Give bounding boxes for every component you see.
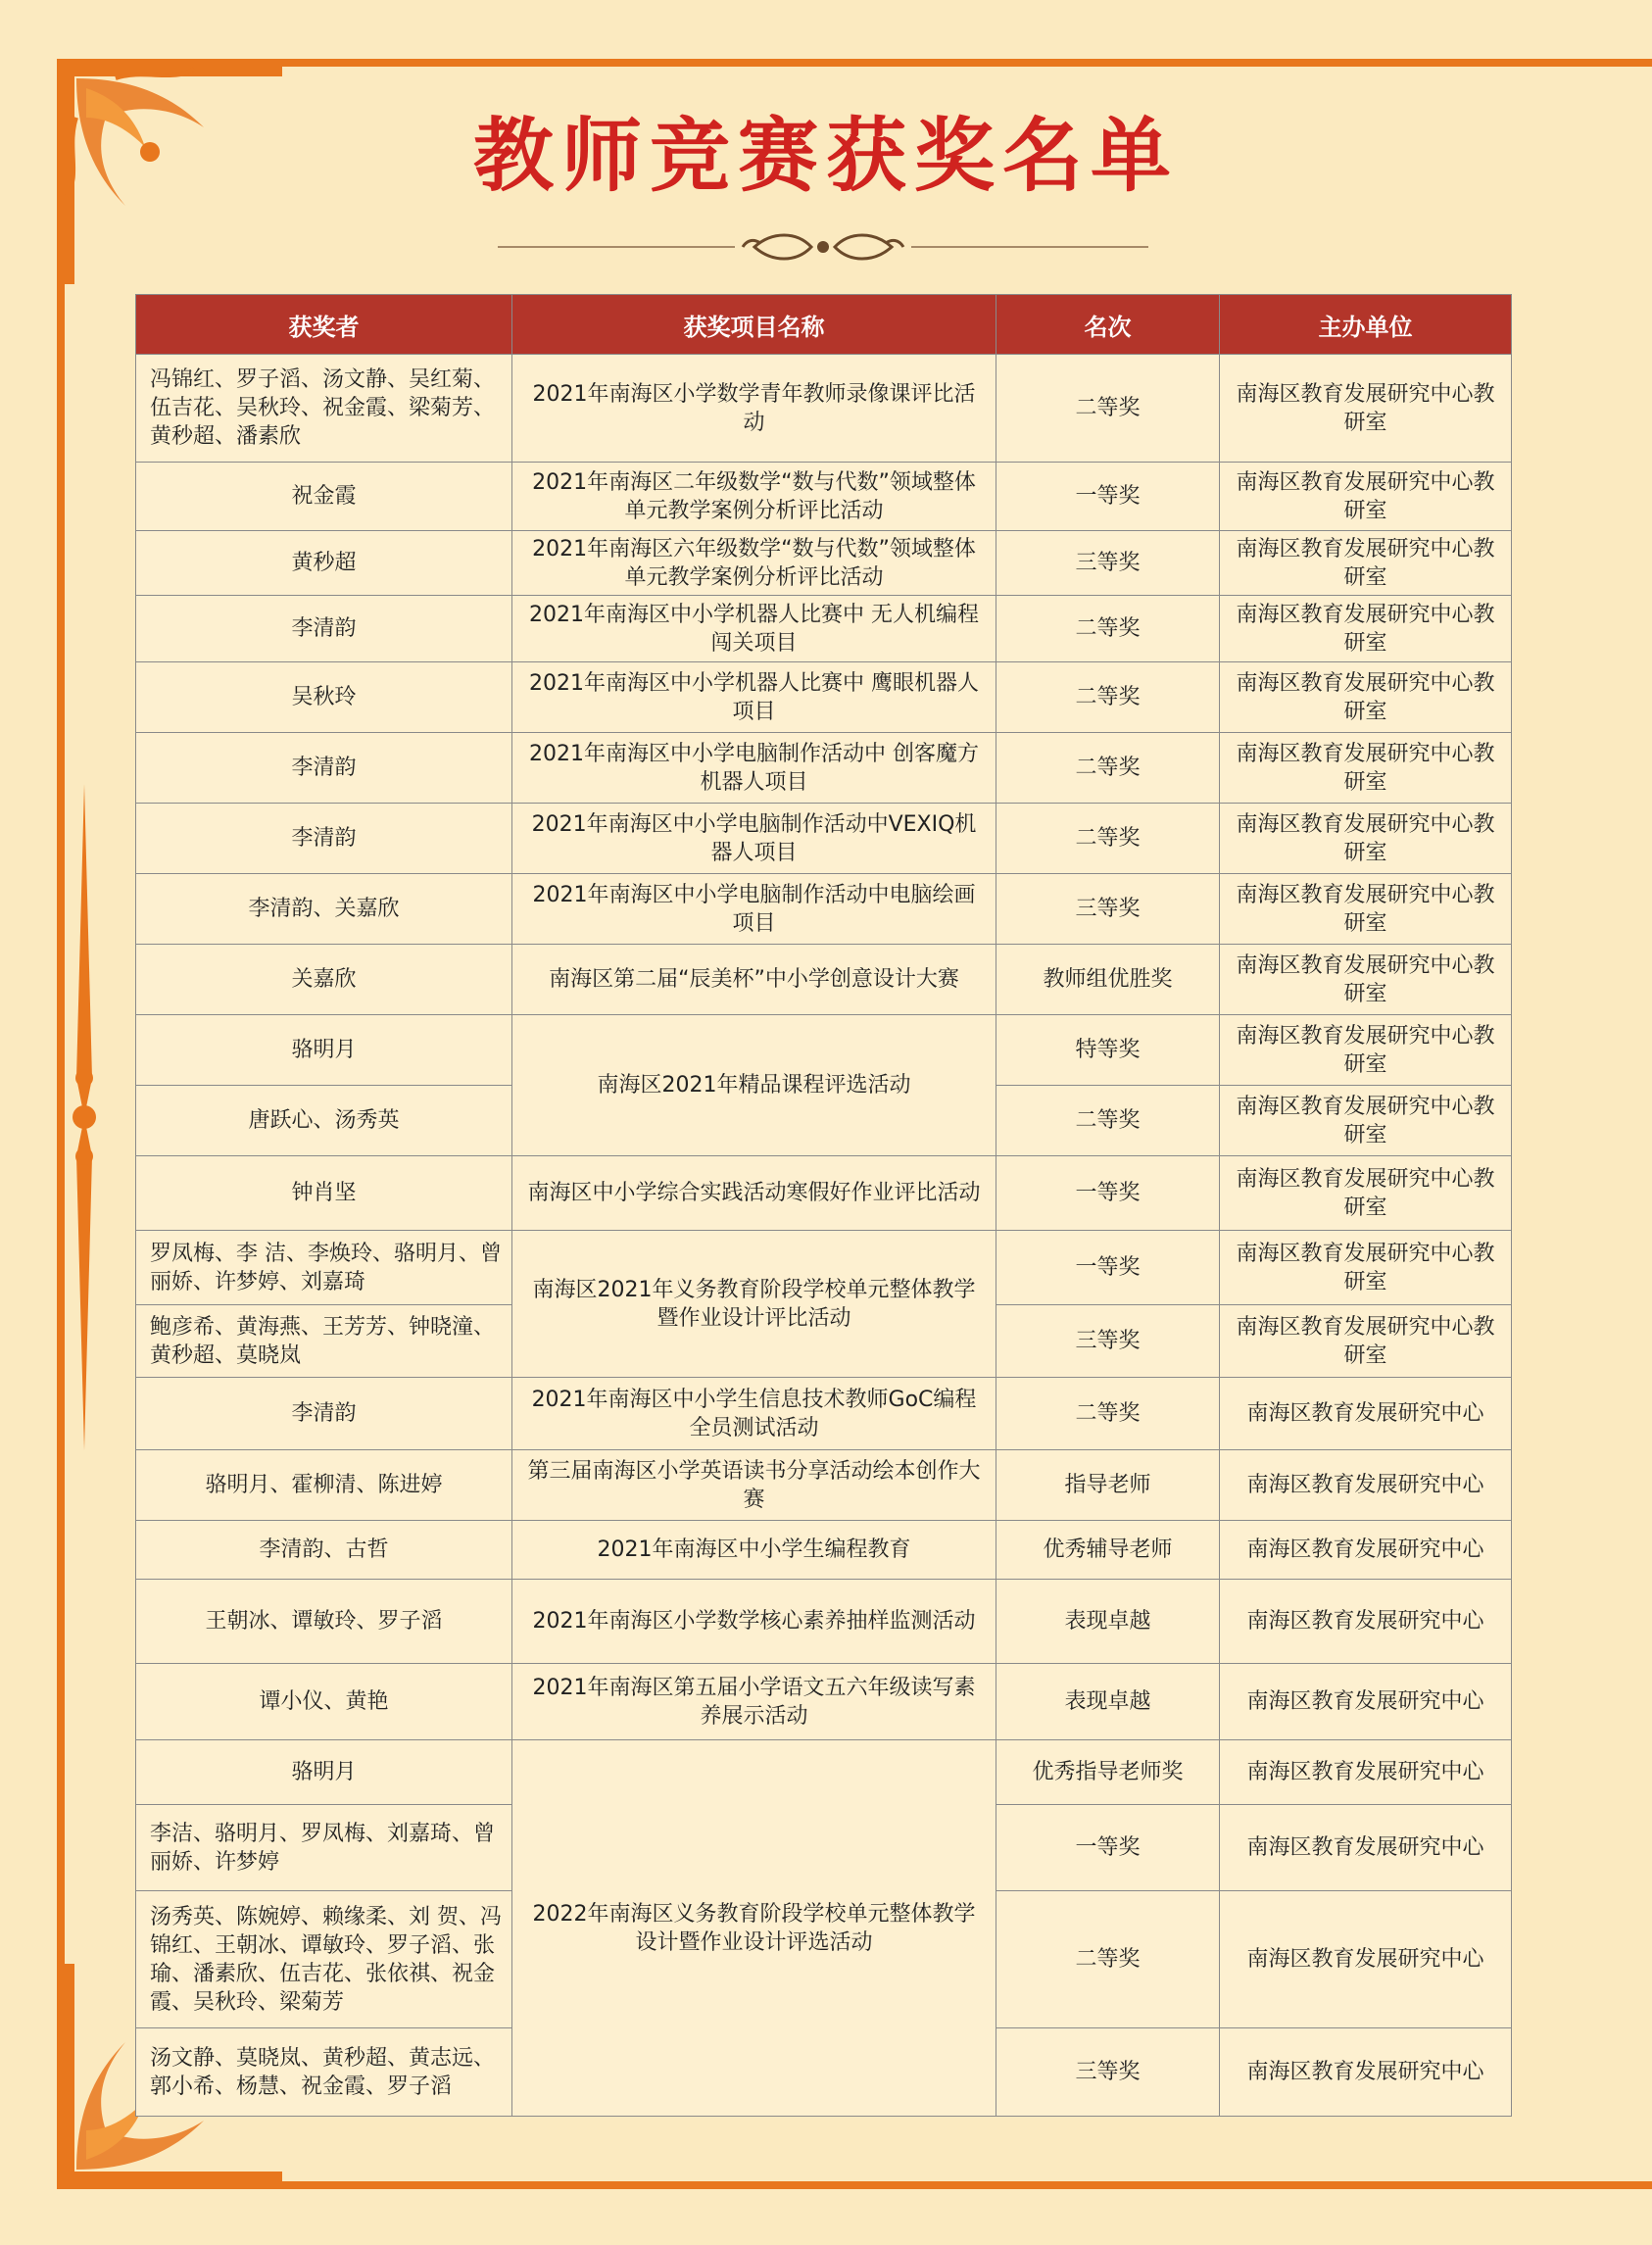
organizer-cell: 南海区教育发展研究中心教研室 <box>1220 945 1512 1015</box>
organizer-cell: 南海区教育发展研究中心 <box>1220 1740 1512 1805</box>
project-cell: 2021年南海区中小学电脑制作活动中 创客魔方机器人项目 <box>512 733 996 804</box>
table-row <box>136 355 1512 463</box>
organizer-cell: 南海区教育发展研究中心教研室 <box>1220 662 1512 733</box>
project-cell: 2021年南海区中小学电脑制作活动中VEXIQ机器人项目 <box>512 804 996 874</box>
table-row <box>136 531 1512 596</box>
project-cell: 南海区2021年义务教育阶段学校单元整体教学暨作业设计评比活动 <box>512 1231 996 1378</box>
table-row <box>136 804 1512 874</box>
rank-cell: 一等奖 <box>996 1231 1220 1305</box>
header-winners: 获奖者 <box>136 295 512 355</box>
winners-cell: 谭小仪、黄艳 <box>136 1664 512 1740</box>
organizer-cell: 南海区教育发展研究中心教研室 <box>1220 1156 1512 1231</box>
winners-cell: 李清韵 <box>136 733 512 804</box>
winners-cell: 汤秀英、陈婉婷、赖缘柔、刘 贺、冯锦红、王朝冰、谭敏玲、罗子滔、张 瑜、潘素欣、伍吉花、张依祺、祝金霞、吴秋玲、梁菊芳 <box>136 1891 512 2028</box>
organizer-cell: 南海区教育发展研究中心教研室 <box>1220 733 1512 804</box>
table-row <box>136 596 1512 662</box>
winners-cell: 李清韵 <box>136 1378 512 1450</box>
rank-cell: 一等奖 <box>996 1156 1220 1231</box>
rank-cell: 三等奖 <box>996 874 1220 945</box>
winners-cell: 唐跃心、汤秀英 <box>136 1086 512 1156</box>
organizer-cell: 南海区教育发展研究中心教研室 <box>1220 1086 1512 1156</box>
winners-cell: 鲍彦希、黄海燕、王芳芳、钟晓潼、黄秒超、莫晓岚 <box>136 1305 512 1378</box>
project-cell: 2021年南海区中小学生编程教育 <box>512 1521 996 1580</box>
rank-cell: 三等奖 <box>996 1305 1220 1378</box>
organizer-cell: 南海区教育发展研究中心教研室 <box>1220 531 1512 596</box>
organizer-cell: 南海区教育发展研究中心教研室 <box>1220 874 1512 945</box>
rank-cell: 教师组优胜奖 <box>996 945 1220 1015</box>
winners-cell: 冯锦红、罗子滔、汤文静、吴红菊、伍吉花、吴秋玲、祝金霞、梁菊芳、黄秒超、潘素欣 <box>136 355 512 463</box>
winners-cell: 关嘉欣 <box>136 945 512 1015</box>
project-cell: 2022年南海区义务教育阶段学校单元整体教学设计暨作业设计评选活动 <box>512 1740 996 2117</box>
table-row <box>136 1740 1512 1805</box>
rank-cell: 二等奖 <box>996 1378 1220 1450</box>
winners-cell: 李清韵 <box>136 596 512 662</box>
winners-cell: 罗凤梅、李 洁、李焕玲、骆明月、曾丽娇、许梦婷、刘嘉琦 <box>136 1231 512 1305</box>
rank-cell: 二等奖 <box>996 355 1220 463</box>
table-row <box>136 1521 1512 1580</box>
organizer-cell: 南海区教育发展研究中心 <box>1220 1891 1512 2028</box>
winners-cell: 王朝冰、谭敏玲、罗子滔 <box>136 1580 512 1664</box>
rank-cell: 一等奖 <box>996 1805 1220 1891</box>
header-organizer: 主办单位 <box>1220 295 1512 355</box>
organizer-cell: 南海区教育发展研究中心教研室 <box>1220 1305 1512 1378</box>
table-row <box>136 1450 1512 1521</box>
rank-cell: 优秀指导老师奖 <box>996 1740 1220 1805</box>
winners-cell: 李洁、骆明月、罗凤梅、刘嘉琦、曾丽娇、许梦婷 <box>136 1805 512 1891</box>
table-row <box>136 1580 1512 1664</box>
frame-top-border <box>57 59 1652 67</box>
project-cell: 2021年南海区二年级数学“数与代数”领域整体单元教学案例分析评比活动 <box>512 463 996 531</box>
organizer-cell: 南海区教育发展研究中心 <box>1220 1521 1512 1580</box>
project-cell: 2021年南海区第五届小学语文五六年级读写素养展示活动 <box>512 1664 996 1740</box>
winners-cell: 钟肖坚 <box>136 1156 512 1231</box>
project-cell: 2021年南海区六年级数学“数与代数”领域整体单元教学案例分析评比活动 <box>512 531 996 596</box>
frame-bottom-border <box>57 2181 1652 2189</box>
rank-cell: 表现卓越 <box>996 1664 1220 1740</box>
project-cell: 南海区中小学综合实践活动寒假好作业评比活动 <box>512 1156 996 1231</box>
winners-cell: 祝金霞 <box>136 463 512 531</box>
rank-cell: 二等奖 <box>996 662 1220 733</box>
rank-cell: 指导老师 <box>996 1450 1220 1521</box>
rank-cell: 一等奖 <box>996 463 1220 531</box>
page-title: 教师竞赛获奖名单 <box>472 110 1179 203</box>
organizer-cell: 南海区教育发展研究中心 <box>1220 1450 1512 1521</box>
winners-cell: 黄秒超 <box>136 531 512 596</box>
project-cell: 2021年南海区小学数学青年教师录像课评比活动 <box>512 355 996 463</box>
organizer-cell: 南海区教育发展研究中心教研室 <box>1220 804 1512 874</box>
frame-left-border <box>57 59 65 2189</box>
organizer-cell: 南海区教育发展研究中心 <box>1220 1580 1512 1664</box>
winners-cell: 骆明月、霍柳清、陈进婷 <box>136 1450 512 1521</box>
organizer-cell: 南海区教育发展研究中心教研室 <box>1220 1231 1512 1305</box>
header-rank: 名次 <box>996 295 1220 355</box>
rank-cell: 三等奖 <box>996 531 1220 596</box>
table-row <box>136 874 1512 945</box>
project-cell: 2021年南海区小学数学核心素养抽样监测活动 <box>512 1580 996 1664</box>
rank-cell: 二等奖 <box>996 1086 1220 1156</box>
organizer-cell: 南海区教育发展研究中心 <box>1220 1378 1512 1450</box>
table-header-row <box>136 295 1512 355</box>
project-cell: 2021年南海区中小学电脑制作活动中电脑绘画项目 <box>512 874 996 945</box>
rank-cell: 三等奖 <box>996 2028 1220 2117</box>
winners-cell: 汤文静、莫晓岚、黄秒超、黄志远、郭小希、杨慧、祝金霞、罗子滔 <box>136 2028 512 2117</box>
table-row <box>136 1231 1512 1305</box>
header-project: 获奖项目名称 <box>512 295 996 355</box>
table-row <box>136 733 1512 804</box>
winners-cell: 李清韵、关嘉欣 <box>136 874 512 945</box>
rank-cell: 二等奖 <box>996 1891 1220 2028</box>
project-cell: 南海区第二届“辰美杯”中小学创意设计大赛 <box>512 945 996 1015</box>
rank-cell: 二等奖 <box>996 804 1220 874</box>
rank-cell: 优秀辅导老师 <box>996 1521 1220 1580</box>
awards-table <box>135 294 1512 2117</box>
project-cell: 2021年南海区中小学生信息技术教师GoC编程全员测试活动 <box>512 1378 996 1450</box>
organizer-cell: 南海区教育发展研究中心教研室 <box>1220 596 1512 662</box>
project-cell: 2021年南海区中小学机器人比赛中 无人机编程闯关项目 <box>512 596 996 662</box>
title-divider-ornament <box>498 218 1148 276</box>
winners-cell: 李清韵 <box>136 804 512 874</box>
organizer-cell: 南海区教育发展研究中心教研室 <box>1220 1015 1512 1086</box>
organizer-cell: 南海区教育发展研究中心教研室 <box>1220 355 1512 463</box>
project-cell: 2021年南海区中小学机器人比赛中 鹰眼机器人项目 <box>512 662 996 733</box>
project-cell: 第三届南海区小学英语读书分享活动绘本创作大赛 <box>512 1450 996 1521</box>
organizer-cell: 南海区教育发展研究中心 <box>1220 1805 1512 1891</box>
rank-cell: 二等奖 <box>996 733 1220 804</box>
winners-cell: 骆明月 <box>136 1015 512 1086</box>
project-cell: 南海区2021年精品课程评选活动 <box>512 1015 996 1156</box>
table-row <box>136 1378 1512 1450</box>
table-row <box>136 1015 1512 1086</box>
table-row <box>136 945 1512 1015</box>
winners-cell: 吴秋玲 <box>136 662 512 733</box>
rank-cell: 特等奖 <box>996 1015 1220 1086</box>
rank-cell: 表现卓越 <box>996 1580 1220 1664</box>
table-row <box>136 463 1512 531</box>
table-row <box>136 662 1512 733</box>
rank-cell: 二等奖 <box>996 596 1220 662</box>
table-row <box>136 1156 1512 1231</box>
organizer-cell: 南海区教育发展研究中心 <box>1220 1664 1512 1740</box>
table-row <box>136 1664 1512 1740</box>
organizer-cell: 南海区教育发展研究中心教研室 <box>1220 463 1512 531</box>
winners-cell: 骆明月 <box>136 1740 512 1805</box>
winners-cell: 李清韵、古哲 <box>136 1521 512 1580</box>
side-ornament <box>65 784 104 1450</box>
organizer-cell: 南海区教育发展研究中心 <box>1220 2028 1512 2117</box>
